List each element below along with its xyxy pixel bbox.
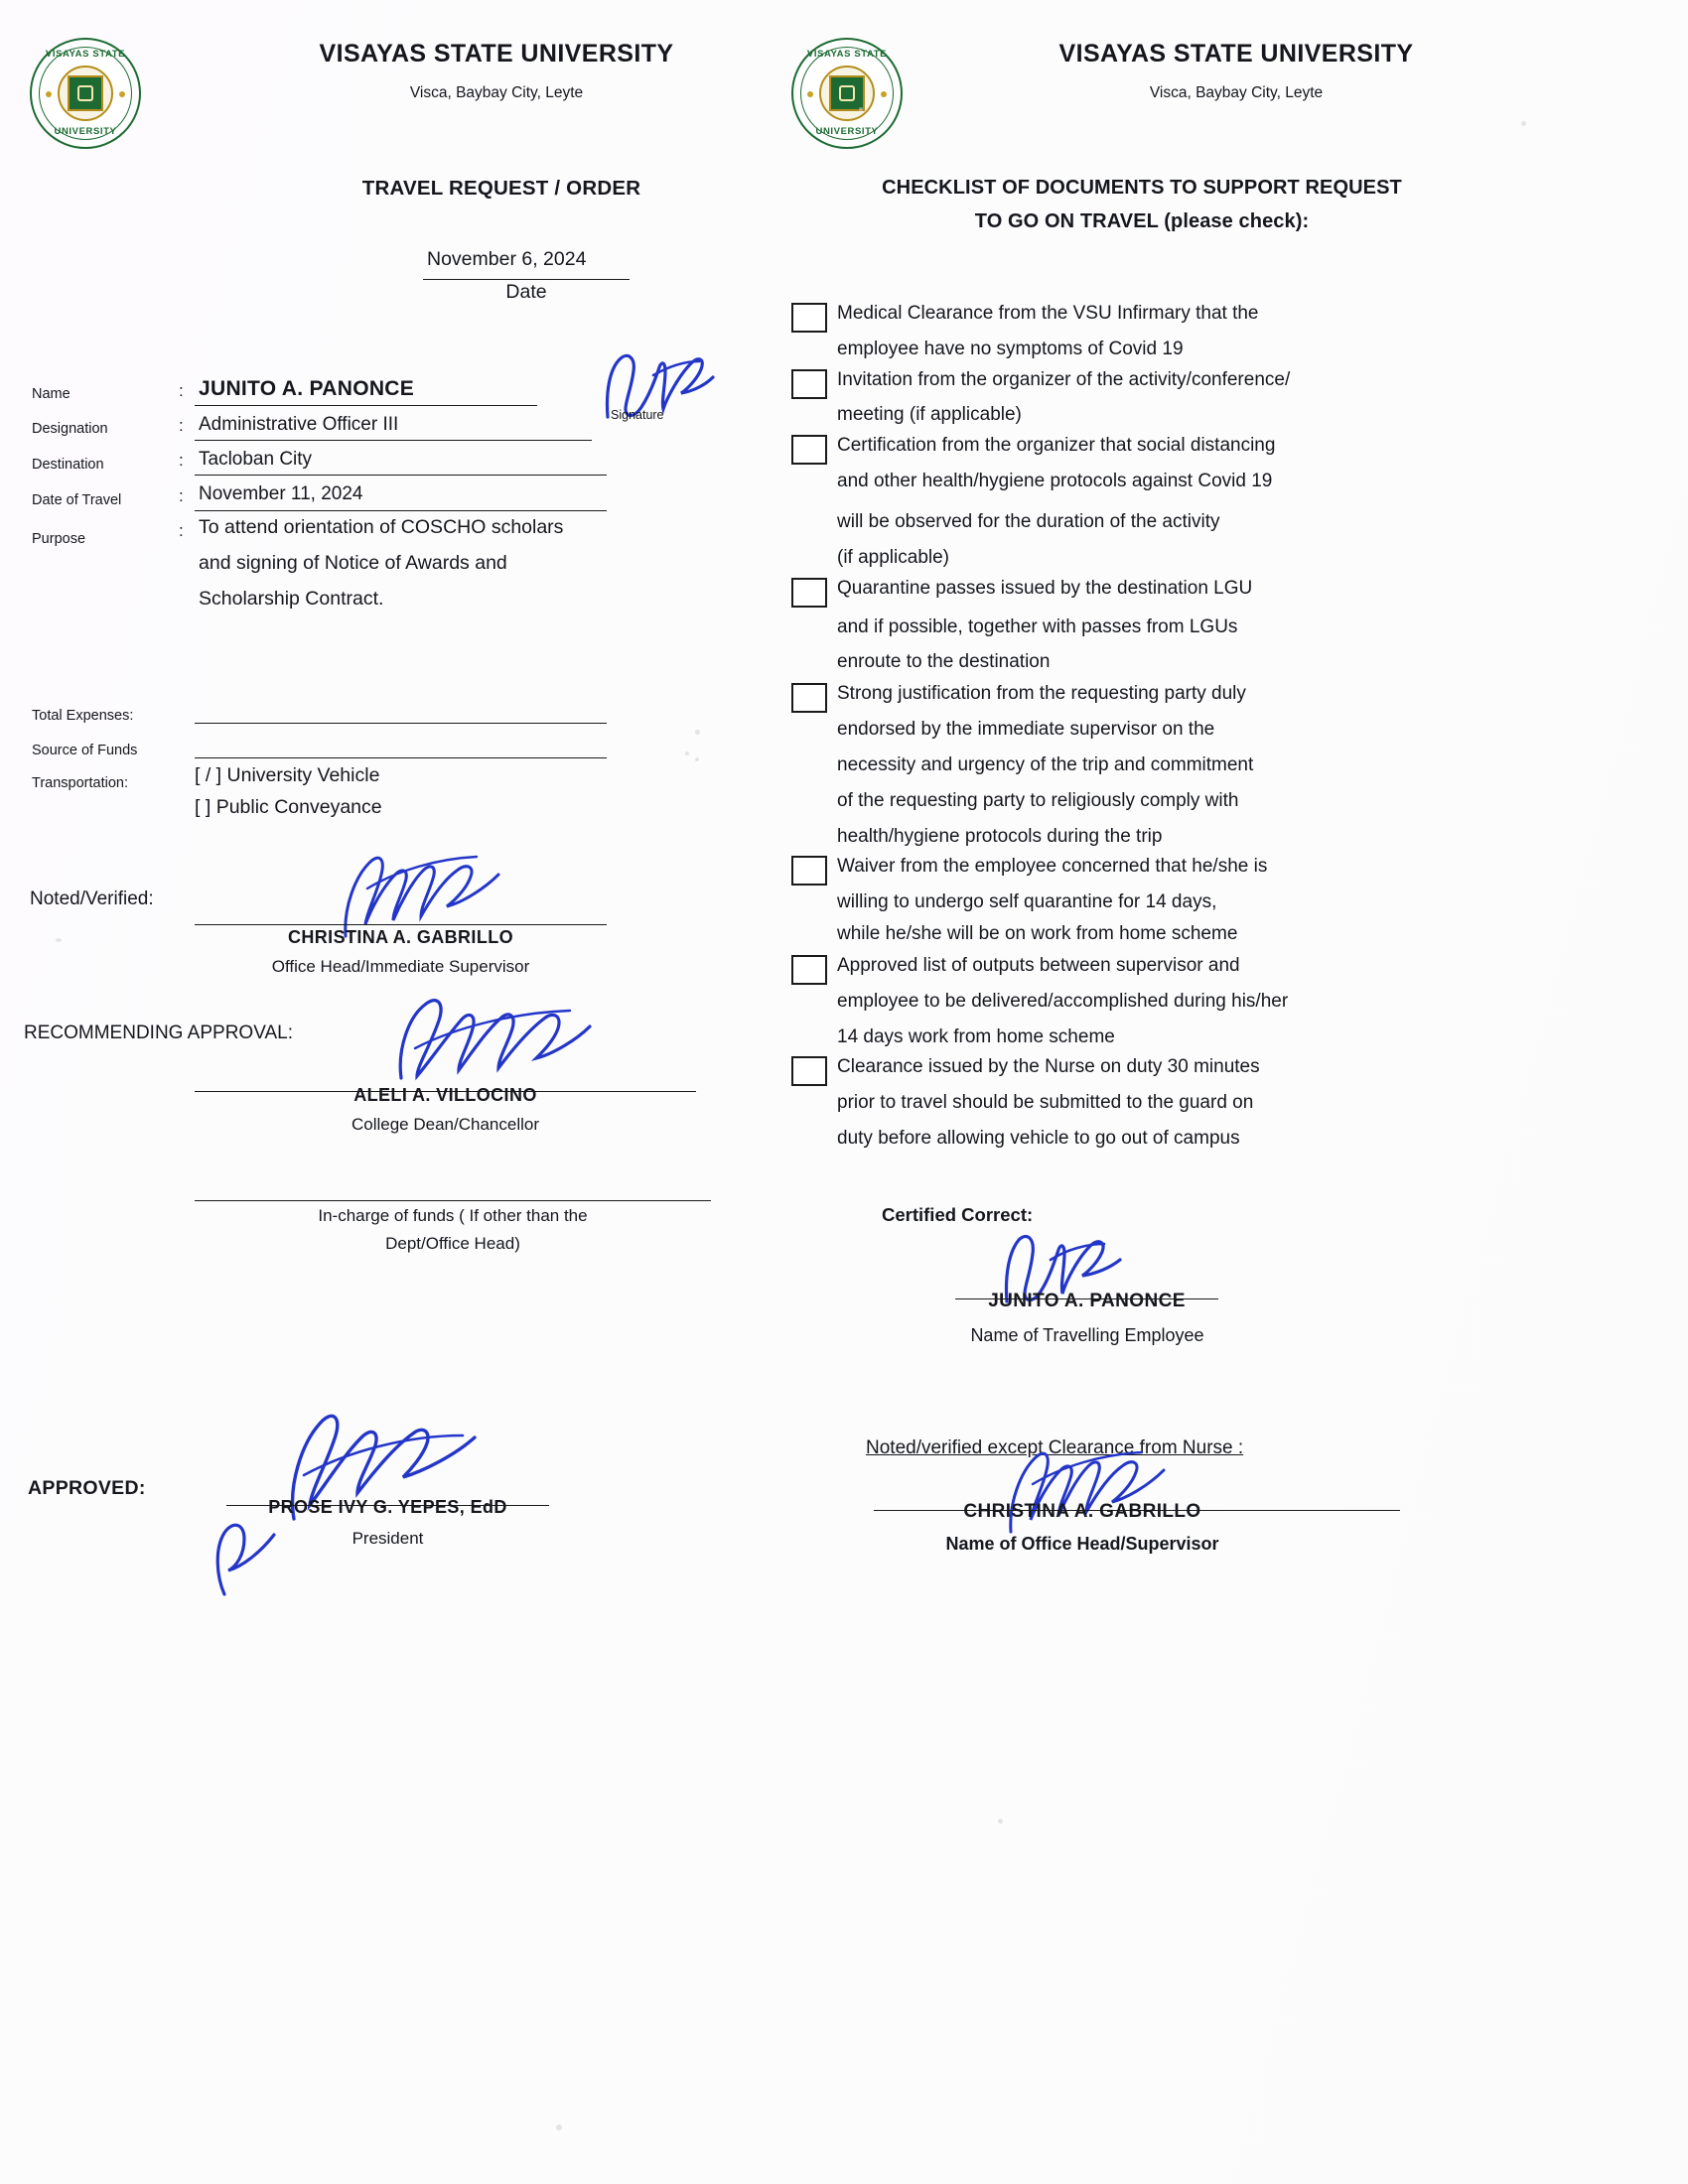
certified-role: Name of Travelling Employee: [970, 1325, 1204, 1345]
recommending-name: ALELI A. VILLOCINO: [353, 1085, 537, 1105]
university-address-left: Visca, Baybay City, Leyte: [409, 84, 584, 101]
checklist-text-8-1: Clearance issued by the Nurse on duty 30 minutes: [837, 1056, 1260, 1077]
signature-caption: Signature: [611, 408, 664, 422]
scan-speck: [859, 107, 863, 111]
checklist-text-1-2: employee have no symptoms of Covid 19: [837, 339, 1184, 359]
transport-box-public-conveyance[interactable]: [ ]: [195, 796, 211, 818]
date-label: Date: [505, 281, 547, 303]
checklist-text-1-1: Medical Clearance from the VSU Infirmary that the: [837, 303, 1259, 324]
recommending-approval-label: RECOMMENDING APPROVAL:: [24, 1023, 293, 1043]
date-rule: [423, 279, 630, 280]
checkbox-quarantine-passes[interactable]: [791, 578, 827, 608]
destination-rule: [195, 475, 607, 476]
field-value-purpose-line1[interactable]: To attend orientation of COSCHO scholars: [199, 516, 564, 538]
scan-speck: [1521, 121, 1526, 126]
checklist-text-5-2: endorsed by the immediate supervisor on the: [837, 719, 1215, 740]
field-label-destination: Destination: [32, 457, 104, 473]
field-colon-name: :: [179, 381, 184, 400]
total-expenses-label: Total Expenses:: [32, 708, 134, 724]
university-address-right: Visca, Baybay City, Leyte: [1149, 84, 1324, 101]
field-value-purpose-line2[interactable]: and signing of Notice of Awards and: [199, 552, 507, 574]
checklist-text-6-3: while he/she will be on work from home scheme: [837, 923, 1238, 944]
checklist-text-4-3: enroute to the destination: [837, 651, 1051, 672]
checklist-text-3-2: and other health/hygiene protocols against Covid 19: [837, 471, 1273, 491]
university-seal-icon-right: [791, 38, 903, 149]
travel-request-title: TRAVEL REQUEST / ORDER: [361, 177, 641, 200]
incharge-role-line2: Dept/Office Head): [385, 1234, 520, 1253]
field-label-purpose: Purpose: [32, 531, 86, 547]
checklist-title-line2: TO GO ON TRAVEL (please check):: [974, 210, 1310, 232]
approved-name: PROSE IVY G. YEPES, EdD: [268, 1497, 507, 1517]
scan-speck: [695, 757, 699, 761]
field-label-date-of-travel: Date of Travel: [32, 492, 122, 508]
seal-bottom-text-right: UNIVERSITY: [815, 126, 879, 137]
checklist-text-8-2: prior to travel should be submitted to the guard on: [837, 1092, 1254, 1113]
noted-except-label: Noted/verified except Clearance from Nurse :: [866, 1437, 1244, 1458]
recommending-role: College Dean/Chancellor: [351, 1115, 539, 1134]
signature-aleli-villocino: [387, 993, 601, 1092]
noted-name: CHRISTINA A. GABRILLO: [287, 927, 514, 947]
transport-option-public-conveyance[interactable]: [195, 796, 382, 819]
total-expenses-rule[interactable]: [195, 723, 607, 724]
checklist-text-5-1: Strong justification from the requesting party duly: [837, 683, 1246, 704]
scan-speck: [695, 730, 700, 735]
transportation-label: Transportation:: [32, 775, 128, 791]
checkbox-approved-outputs[interactable]: [791, 955, 827, 985]
field-value-designation[interactable]: Administrative Officer III: [199, 414, 399, 435]
transport-label-public-conveyance: Public Conveyance: [215, 796, 382, 818]
field-colon-destination: :: [179, 451, 184, 470]
checkbox-strong-justification[interactable]: [791, 683, 827, 713]
noted-signature-rule: [195, 924, 607, 925]
checkbox-medical-clearance[interactable]: [791, 303, 827, 333]
noted-role: Office Head/Immediate Supervisor: [271, 957, 530, 976]
checklist-text-7-2: employee to be delivered/accomplished during his/her: [837, 991, 1289, 1012]
source-of-funds-label: Source of Funds: [32, 743, 138, 758]
university-name-left: VISAYAS STATE UNIVERSITY: [319, 40, 674, 68]
transport-label-university-vehicle: University Vehicle: [226, 764, 380, 786]
checkbox-invitation[interactable]: [791, 369, 827, 399]
checklist-text-3-3: will be observed for the duration of the activity: [837, 511, 1220, 532]
checkbox-waiver[interactable]: [791, 856, 827, 886]
travel-date-value[interactable]: November 6, 2024: [427, 248, 587, 270]
checklist-text-6-1: Waiver from the employee concerned that he/she is: [837, 856, 1268, 877]
transport-box-university-vehicle[interactable]: [ / ]: [195, 764, 222, 786]
checklist-text-2-1: Invitation from the organizer of the activity/conference/: [837, 369, 1291, 390]
scan-speck: [998, 1819, 1003, 1824]
field-colon-date-of-travel: :: [179, 486, 184, 505]
field-label-designation: Designation: [32, 421, 108, 437]
checklist-text-3-4: (if applicable): [837, 547, 949, 568]
field-colon-designation: :: [179, 416, 184, 435]
university-seal-icon: [30, 38, 141, 149]
checklist-text-5-3: necessity and urgency of the trip and commitment: [837, 754, 1254, 775]
checklist-text-7-3: 14 days work from home scheme: [837, 1026, 1115, 1047]
scan-speck: [556, 2124, 562, 2130]
checkbox-certification-social-distancing[interactable]: [791, 435, 827, 465]
scan-speck: [56, 938, 62, 942]
source-of-funds-rule[interactable]: [195, 757, 607, 758]
checklist-text-4-1: Quarantine passes issued by the destination LGU: [837, 578, 1253, 599]
checklist-text-8-3: duty before allowing vehicle to go out of campus: [837, 1128, 1240, 1149]
certified-name: JUNITO A. PANONCE: [988, 1291, 1186, 1311]
field-colon-purpose: :: [179, 521, 184, 540]
incharge-signature-rule: [195, 1200, 711, 1201]
approved-role: President: [352, 1529, 424, 1548]
name-rule: [195, 405, 537, 406]
scan-speck: [685, 751, 689, 755]
checklist-text-2-2: meeting (if applicable): [837, 404, 1022, 425]
field-value-destination[interactable]: Tacloban City: [199, 449, 313, 470]
checklist-text-3-1: Certification from the organizer that social distancing: [837, 435, 1276, 456]
checklist-title-line1: CHECKLIST OF DOCUMENTS TO SUPPORT REQUEST: [882, 177, 1402, 199]
noted-except-name: CHRISTINA A. GABRILLO: [963, 1501, 1201, 1522]
incharge-role-line1: In-charge of funds ( If other than the: [318, 1206, 588, 1225]
checklist-text-7-1: Approved list of outputs between supervisor and: [837, 955, 1240, 976]
noted-except-role: Name of Office Head/Supervisor: [945, 1534, 1219, 1554]
university-name-right: VISAYAS STATE UNIVERSITY: [1058, 40, 1414, 68]
checkbox-nurse-clearance[interactable]: [791, 1056, 827, 1086]
checklist-text-5-4: of the requesting party to religiously comply with: [837, 790, 1239, 811]
field-value-purpose-line3[interactable]: Scholarship Contract.: [199, 588, 384, 610]
noted-verified-label: Noted/Verified:: [30, 888, 154, 909]
field-label-name: Name: [32, 386, 70, 402]
date-of-travel-rule: [195, 510, 607, 511]
field-value-name[interactable]: JUNITO A. PANONCE: [199, 377, 415, 400]
seal-top-text: VISAYAS STATE: [45, 49, 126, 60]
transport-option-university-vehicle[interactable]: [195, 764, 379, 787]
seal-bottom-text: UNIVERSITY: [54, 126, 117, 137]
certified-correct-label: Certified Correct:: [882, 1204, 1034, 1225]
seal-top-text-right: VISAYAS STATE: [806, 49, 888, 60]
designation-rule: [195, 440, 592, 441]
approved-label: APPROVED:: [28, 1477, 146, 1499]
checklist-text-6-2: willing to undergo self quarantine for 14 days,: [837, 891, 1217, 912]
checklist-text-4-2: and if possible, together with passes from LGUs: [837, 616, 1238, 637]
field-value-date-of-travel[interactable]: November 11, 2024: [199, 483, 363, 504]
checklist-text-5-5: health/hygiene protocols during the trip: [837, 826, 1163, 847]
